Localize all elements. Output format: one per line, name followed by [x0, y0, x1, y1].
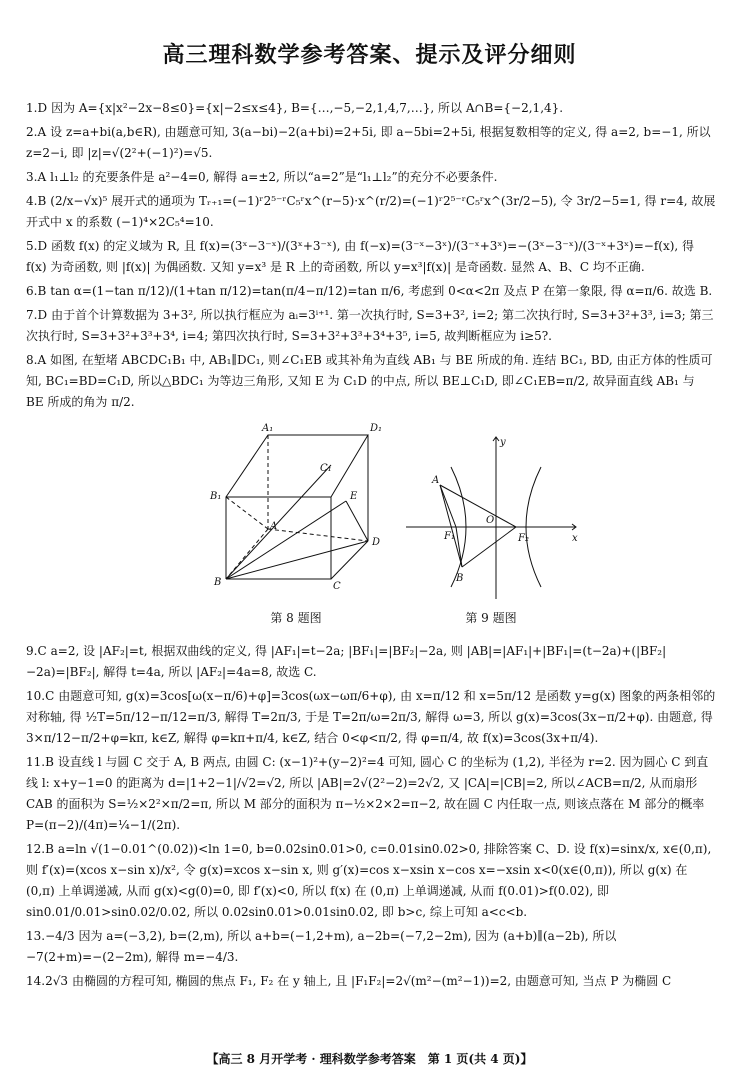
- answer-choice: B: [37, 284, 47, 298]
- solution-text: tan α=(1−tan π/12)/(1+tan π/12)=tan(π/4−π/12)=tan π/6, 考虑到 0<α<2π 及点 P 在第一象限, 得 α=π/6. 故选 B.: [50, 284, 713, 298]
- label-A: A: [432, 475, 440, 486]
- answer-choice: D: [37, 101, 48, 115]
- solution-text: 因为 A={x|x²−2x−8≤0}={x|−2≤x≤4}, B={…,−5,−2,1,4,7,…}, 所以 A∩B={−2,1,4}.: [51, 101, 564, 115]
- label-x: x: [572, 533, 578, 544]
- answer-choice: B: [37, 194, 47, 208]
- label-C: C: [333, 581, 341, 592]
- label-A: A: [270, 521, 278, 532]
- hyperbola-diagram: [396, 417, 586, 607]
- solution-text: 设 z=a+bi(a,b∈R), 由题意可知, 3(a−bi)−2(a+bi)=2+5i, 即 a−5bi=2+5i, 根据复数相等的定义, 得 a=2, b=−1, 所以 z=2−i, 即 |z|=√(2²+(−1)²)=√5.: [26, 125, 711, 160]
- solution-text: l₁⊥l₂ 的充要条件是 a²−4=0, 解得 a=±2, 所以“a=2”是“l₁⊥l₂”的充分不必要条件.: [50, 170, 498, 184]
- question-number: 13.: [26, 929, 46, 943]
- question-number: 5.: [26, 239, 38, 253]
- figure-9: [396, 417, 586, 626]
- answer-item: [26, 122, 716, 164]
- answers-9-14: [26, 641, 716, 992]
- question-number: 9.: [26, 644, 38, 658]
- label-C1: C₁: [320, 463, 332, 474]
- question-number: 6.: [26, 284, 38, 298]
- solution-text: 设直线 l 与圆 C 交于 A, B 两点, 由圆 C: (x−1)²+(y−2)²=4 可知, 圆心 C 的坐标为 (1,2), 半径为 r=2. 因为圆心 C 到直线 l: x+y−1=0 的距离为 d=|1+2−1|/√2=√2, 所以 |AB|=2√(2²−2)=2√2, 又 |CA|=|CB|=2, 所以∠ACB=π/2, 从而扇形 CAB 的面积为 S=½×2²×π/2=π, 所以 M 部分的面积为 π−½×2×2=π−2, 故在圆 C 内任取一点, 则该点落在 M 部分的概率 P=(π−2)/(4π)=¼−1/(2π).: [26, 755, 709, 832]
- label-y: y: [500, 437, 506, 448]
- answer-item: [26, 305, 716, 347]
- answer-item: [26, 236, 716, 278]
- solution-text: a=2, 设 |AF₂|=t, 根据双曲线的定义, 得 |AF₁|=t−2a; |BF₁|=|BF₂|−2a, 则 |AB|=|AF₁|+|BF₁|=(t−2a)+(|BF₂|−2a)=|BF₂|, 解得 t=4a, 所以 |AF₂|=4a=8, 故选 C.: [26, 644, 667, 679]
- label-B1: B₁: [210, 491, 222, 502]
- label-F2: F₂: [518, 533, 529, 544]
- answer-choice: C: [37, 644, 47, 658]
- solution-text: 因为 a=(−3,2), b=(2,m), 所以 a+b=(−1,2+m), a−2b=(−7,2−2m), 因为 (a+b)∥(a−2b), 所以 −7(2+m)=−(2−2m), 解得 m=−4/3.: [26, 929, 617, 964]
- answer-choice: −4/3: [45, 929, 75, 943]
- question-number: 3.: [26, 170, 38, 184]
- question-number: 8.: [26, 353, 38, 367]
- answer-item: [26, 641, 716, 683]
- question-number: 7.: [26, 308, 38, 322]
- solution-text: 由题意可知, g(x)=3cos[ω(x−π/6)+φ]=3cos(ωx−ωπ/6+φ), 由 x=π/12 和 x=5π/12 是函数 y=g(x) 图象的两条相邻的对称轴, 得 ½T=5π/12−π/12=π/3, 解得 T=2π/3, 于是 T=2π/ω=2π/3, 解得 ω=3, 所以 g(x)=3cos(3x−π/2+φ). 由题意, 得 3×π/12−π/2+φ=kπ, k∈Z, 解得 φ=kπ+π/4, k∈Z, 结合 0<φ<π/2, 得 φ=π/4, 故 f(x)=3cos(3x+π/4).: [26, 689, 716, 745]
- answer-item: [26, 98, 716, 119]
- answer-item: [26, 281, 716, 302]
- answer-choice: A: [37, 353, 47, 367]
- label-A1: A₁: [262, 423, 274, 434]
- figure-8-caption: 第 8 题图: [270, 611, 322, 625]
- question-number: 4.: [26, 194, 38, 208]
- question-number: 2.: [26, 125, 38, 139]
- page-footer: 【高三 8 月开学考 · 理科数学参考答案 第 1 页(共 4 页)】: [206, 1052, 533, 1066]
- answer-choice: A: [37, 125, 47, 139]
- answers-1-8: [26, 98, 716, 413]
- question-number: 1.: [26, 101, 38, 115]
- label-F1: F₁: [444, 531, 455, 542]
- answer-item: [26, 686, 716, 749]
- figure-8: [196, 417, 396, 626]
- answer-choice: 2√3: [45, 974, 69, 988]
- solution-text: 如图, 在堑堵 ABCDC₁B₁ 中, AB₁∥DC₁, 则∠C₁EB 或其补角为直线 AB₁ 与 BE 所成的角. 连结 BC₁, BD, 由正方体的性质可知, BC₁=BD=C₁D, 所以△BDC₁ 为等边三角形, 又知 E 为 C₁D 的中点, 所以 BE⊥C₁D, 即∠C₁EB=π/2, 故异面直线 AB₁ 与 BE 所成的角为 π/2.: [26, 353, 713, 409]
- solution-text: 函数 f(x) 的定义域为 R, 且 f(x)=(3ˣ−3⁻ˣ)/(3ˣ+3⁻ˣ), 由 f(−x)=(3⁻ˣ−3ˣ)/(3⁻ˣ+3ˣ)=−(3ˣ−3⁻ˣ)/(3⁻ˣ+3ˣ)=−f(x), 得 f(x) 为奇函数, 则 |f(x)| 为偶函数. 又知 y=x³ 是 R 上的奇函数, 所以 y=x³|f(x)| 是奇函数. 显然 A、B、C 均不正确.: [26, 239, 695, 274]
- cube-diagram: [196, 417, 396, 607]
- answer-choice: B: [45, 842, 54, 856]
- solution-text: (2/x−√x)⁵ 展开式的通项为 Tᵣ₊₁=(−1)ʳ2⁵⁻ʳC₅ʳx^(r−5)·x^(r/2)=(−1)ʳ2⁵⁻ʳC₅ʳx^(3r/2−5), 令 3r/2−5=1, 得 r=4, 故展开式中 x 的系数 (−1)⁴×2C₅⁴=10.: [26, 194, 716, 229]
- answer-list: [26, 98, 716, 995]
- answer-choice: B: [45, 755, 54, 769]
- answer-item: [26, 350, 716, 413]
- answer-item: [26, 752, 716, 836]
- answer-choice: D: [37, 308, 48, 322]
- solution-text: 由椭圆的方程可知, 椭圆的焦点 F₁, F₂ 在 y 轴上, 且 |F₁F₂|=2√(m²−(m²−1))=2, 由题意可知, 当点 P 为椭圆 C: [72, 974, 672, 988]
- answer-item: [26, 971, 716, 992]
- label-D: D: [372, 537, 381, 548]
- label-E: E: [350, 491, 358, 502]
- answer-choice: A: [37, 170, 47, 184]
- label-D1: D₁: [370, 423, 383, 434]
- answer-item: [26, 191, 716, 233]
- page-title: 高三理科数学参考答案、提示及评分细则: [162, 43, 577, 68]
- answer-choice: D: [37, 239, 48, 253]
- question-number: 14.: [26, 974, 46, 988]
- solution-text: a=ln √(1−0.01^(0.02))<ln 1=0, b=0.02sin0.01>0, c=0.01sin0.02>0, 排除答案 C、D. 设 f(x)=sinx/x, x∈(0,π), 则 f′(x)=(xcos x−sin x)/x², 令 g(x)=xcos x−sin x, 则 g′(x)=cos x−xsin x−cos x=−xsin x<0(x∈(0,π)), 所以 g(x) 在 (0,π) 上单调递减, 从而 g(x)<g(0)=0, 即 f′(x)<0, 所以 f(x) 在 (0,π) 上单调递减, 从而 f(0.01)>f(0.02), 即 sin0.01/0.01>sin0.02/0.02, 所以 0.02sin0.01>0.01sin0.02, 即 b>c, 综上可知 a<c<b.: [26, 842, 712, 919]
- answer-item: [26, 839, 716, 923]
- question-number: 10.: [26, 689, 46, 703]
- question-number: 12.: [26, 842, 46, 856]
- figure-9-caption: 第 9 题图: [465, 611, 517, 625]
- solution-text: 由于首个计算数据为 3+3², 所以执行框应为 aᵢ=3ⁱ⁺¹. 第一次执行时, S=3+3², i=2; 第二次执行时, S=3+3²+3³, i=3; 第三次执行时, S=3+3²+3³+3⁴, i=4; 第四次执行时, S=3+3²+3³+3⁴+3⁵, i=5, 故判断框应为 i≥5?.: [26, 308, 714, 343]
- label-O: O: [486, 515, 495, 526]
- label-B: B: [214, 577, 222, 588]
- label-B: B: [456, 573, 464, 584]
- question-number: 11.: [26, 755, 46, 769]
- answer-item: [26, 167, 716, 188]
- figures-row: [26, 417, 716, 635]
- answer-choice: C: [45, 689, 55, 703]
- answer-item: [26, 926, 716, 968]
